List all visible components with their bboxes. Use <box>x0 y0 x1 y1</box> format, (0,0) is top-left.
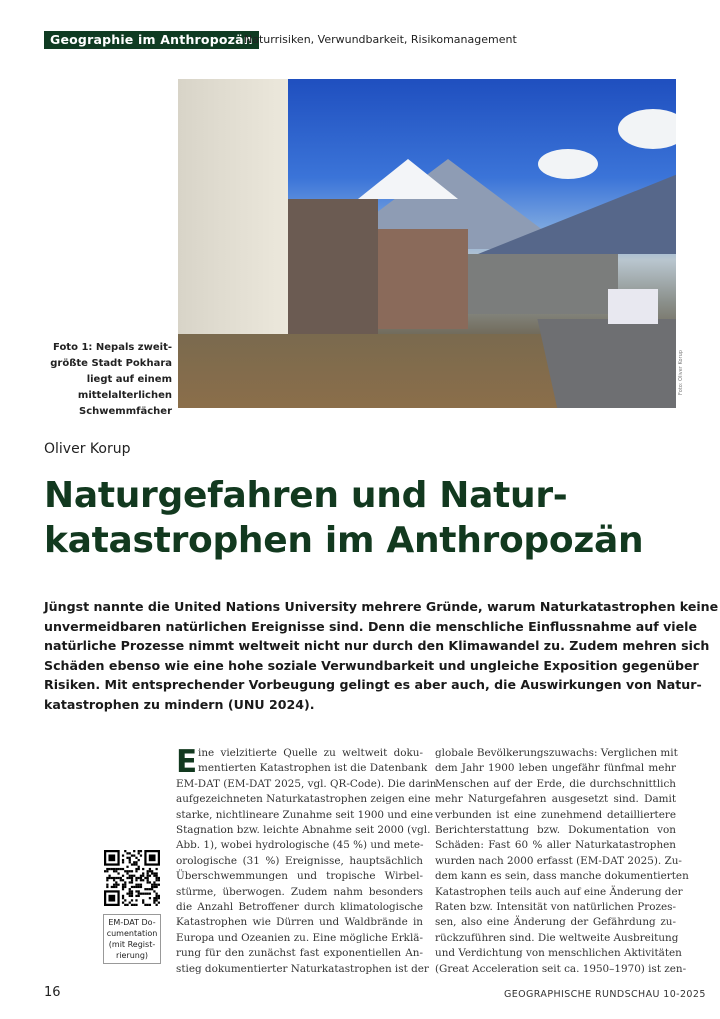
text-line: (Great Acceleration seit ca. 1950–1970) ist zen- <box>435 962 687 975</box>
text-line: sen, also eine Änderung der Gefährdung zu- <box>435 916 676 929</box>
qr-label-line: cumentation <box>106 929 158 938</box>
text-line: Schäden: Fast 60 % aller Naturkatastrophen <box>435 839 676 852</box>
text-line: stürme, überwogen. Zudem nahm besonders <box>176 885 423 898</box>
text-line: Berichterstattung bzw. Dokumentation von <box>435 824 676 837</box>
text-line: Stagnation bzw. leichte Abnahme seit 2000 (vgl. <box>176 824 431 837</box>
text-line: globale Bevölkerungszuwachs: Verglichen mit <box>435 747 678 759</box>
qr-code[interactable] <box>104 850 160 906</box>
author: Oliver Korup <box>44 441 131 457</box>
text-line: Jüngst nannte die United Nations University mehrere Gründe, warum Naturkatastrophen keine <box>44 599 719 614</box>
journal-name: GEOGRAPHISCHE RUNDSCHAU 10-2025 <box>504 989 706 1000</box>
caption-line: größte Stadt Pokhara <box>50 358 172 369</box>
drop-cap: E <box>176 744 198 780</box>
text-line: rückzuführen sind. Die weltweite Ausbreitung <box>435 931 679 944</box>
text-line: Abb. 1), wobei hydrologische (45 %) und mete- <box>176 839 424 852</box>
text-line: Europa und Ozeanien zu. Eine mögliche Erklä- <box>176 931 423 944</box>
photo-pokhara <box>178 79 676 408</box>
title-line: katastrophen im Anthropozän <box>44 520 644 561</box>
text-line: Schäden ebenso wie eine hohe soziale Verwundbarkeit und ungleiche Exposition gegenüber <box>44 657 699 673</box>
lead-paragraph <box>44 597 719 714</box>
text-line: EM-DAT (EM-DAT 2025, vgl. QR-Code). Die darin <box>176 777 437 790</box>
article-title <box>44 473 643 563</box>
qr-label-line: (mit Regist- <box>108 940 156 949</box>
caption-line: liegt auf einem <box>86 374 172 385</box>
text-line: mehr Naturgefahren ausgesetzt sind. Damit <box>435 793 676 806</box>
text-line: orologische (31 %) Ereignisse, hauptsächlich <box>176 854 423 867</box>
text-line: Menschen auf der Erde, die durchschnittlich <box>435 777 676 790</box>
text-line: unvermeidbaren natürlichen Ereignisse sind. Denn die menschliche Einflussnahme auf viele <box>44 618 697 634</box>
qr-label <box>103 914 161 964</box>
text-line: und Verdichtung von menschlichen Aktivitäten <box>435 947 682 960</box>
text-line: die Anzahl Betroffener durch klimatologische <box>176 901 423 914</box>
text-line: rung für den zunächst fast exponentiellen An- <box>176 947 423 960</box>
photo-credit: Foto: Oliver Korup <box>678 350 684 395</box>
text-line: natürliche Prozesse nimmt weltweit nicht nur durch den Klimawandel zu. Zudem mehren sich <box>44 638 710 653</box>
text-line: Raten bzw. Intensität von natürlichen Prozes- <box>435 901 676 914</box>
text-line: starke, nichtlineare Zunahme seit 1900 und eine <box>176 808 434 821</box>
text-line: ine vielzitierte Quelle zu weltweit doku- <box>198 747 423 759</box>
title-line: Naturgefahren und Natur- <box>44 475 568 516</box>
text-line: dem Jahr 1900 leben ungefähr fünfmal mehr <box>435 762 676 775</box>
text-line: stieg dokumentierter Naturkatastrophen ist der <box>176 962 429 975</box>
topic-line: Naturrisiken, Verwundbarkeit, Risikomanagement <box>244 33 517 46</box>
text-line: verbunden ist eine zunehmend detailliertere <box>435 808 676 821</box>
qr-label-line: rierung) <box>115 951 149 960</box>
text-line: wurden nach 2000 erfasst (EM-DAT 2025). Zu- <box>435 854 682 867</box>
page-number: 16 <box>44 985 61 1000</box>
text-line: aufgezeichneten Naturkatastrophen zeigen eine <box>176 793 431 806</box>
text-line: Überschwemmungen und tropische Wirbel- <box>176 870 423 883</box>
qr-label-line: EM-DAT Do- <box>108 918 156 927</box>
caption-line: Schwemmfächer <box>79 406 172 417</box>
photo-caption <box>44 340 172 420</box>
text-line: dem kann es sein, dass manche dokumentierten <box>435 870 689 883</box>
text-line: katastrophen zu mindern (UNU 2024). <box>44 696 315 712</box>
body-column-right <box>435 746 689 977</box>
text-line: Katastrophen teils auch auf eine Änderung der <box>435 885 683 898</box>
section-label: Geographie im Anthropozän <box>44 31 259 49</box>
caption-line: mittelalterlichen <box>77 390 172 401</box>
text-line: mentierten Katastrophen ist die Datenbank <box>198 762 428 775</box>
caption-line: Foto 1: Nepals zweit- <box>53 342 172 353</box>
body-column-left <box>176 746 437 977</box>
text-line: Katastrophen wie Dürren und Waldbrände in <box>176 916 423 929</box>
text-line: Risiken. Mit entsprechender Vorbeugung gelingt es aber auch, die Auswirkungen von Natur- <box>44 677 702 692</box>
